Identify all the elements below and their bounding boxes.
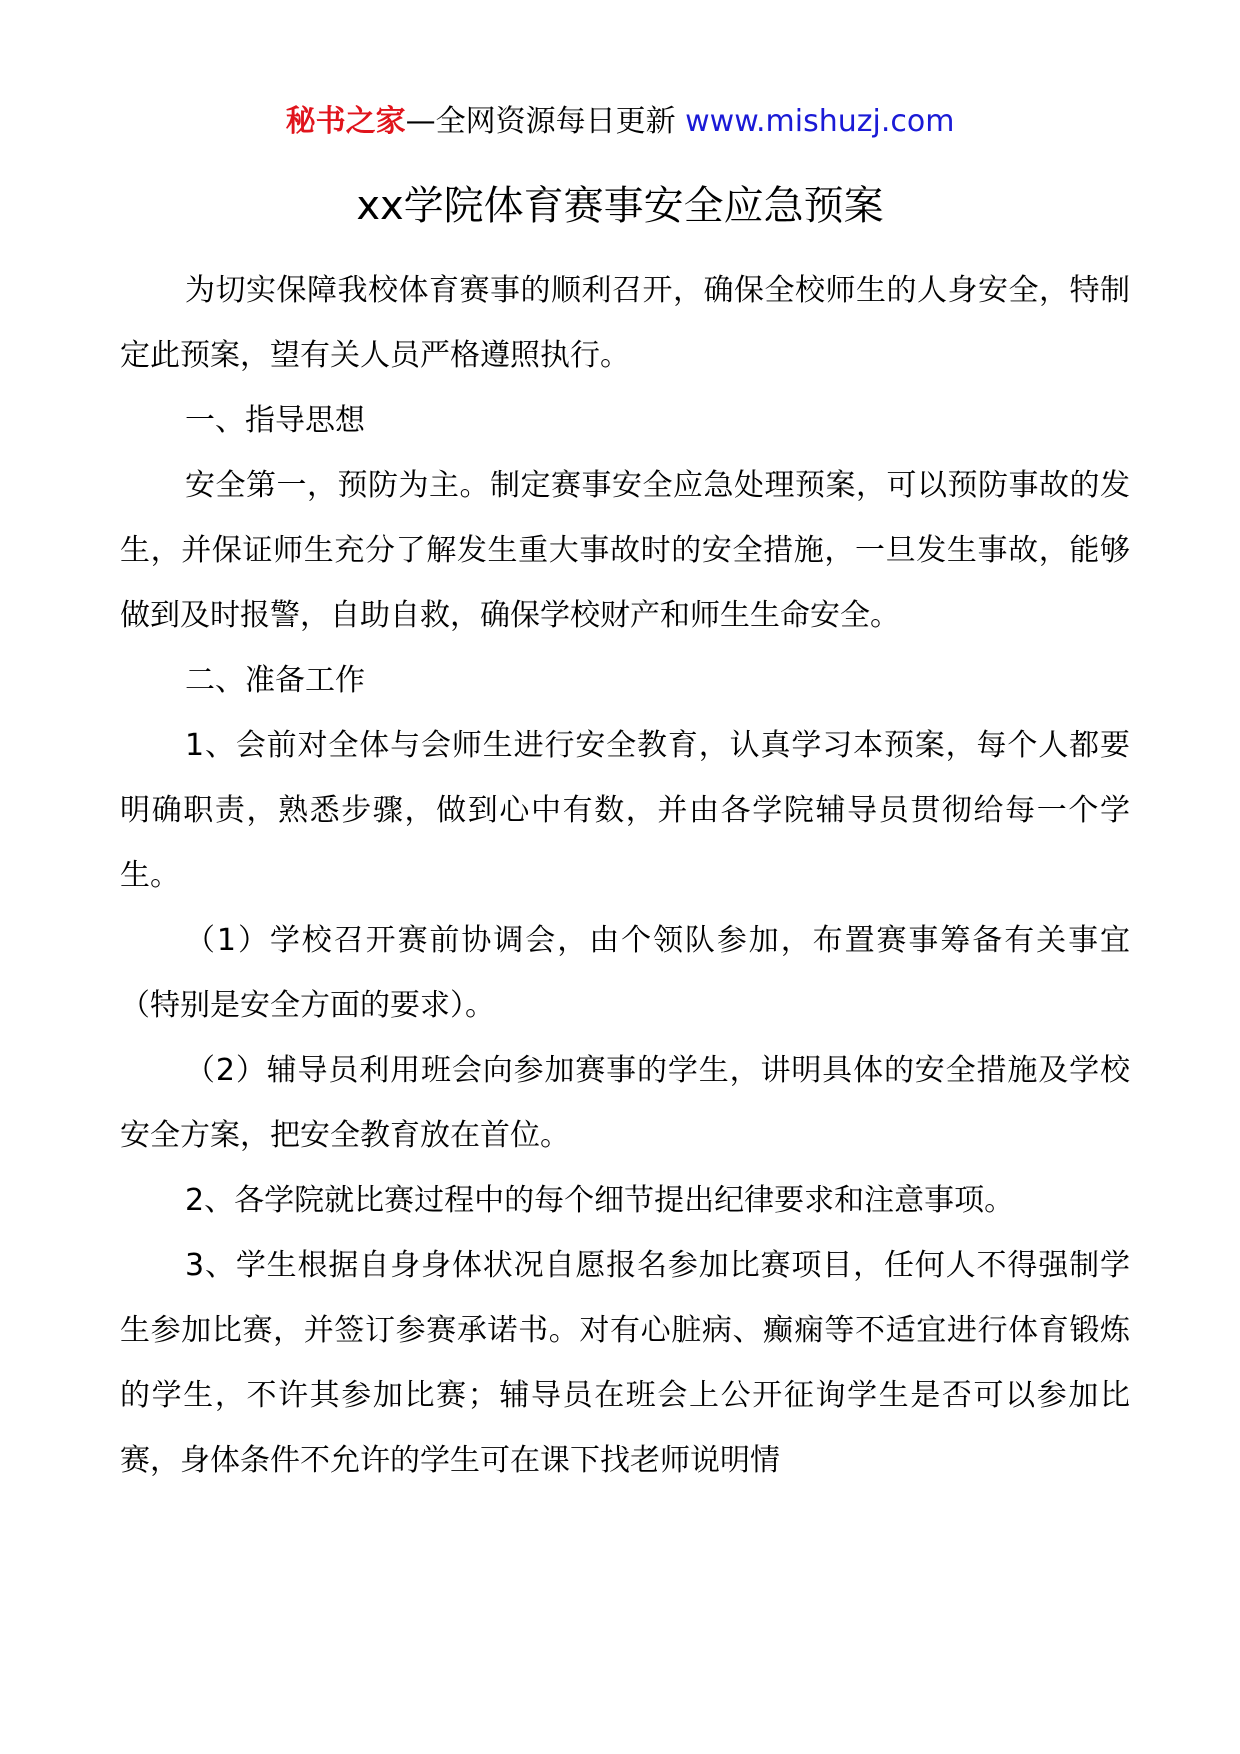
site-header (0, 100, 1240, 144)
paragraph-preparation-1-1: （1）学校召开赛前协调会，由个领队参加，布置赛事筹备有关事宜（特别是安全方面的要求）。 (120, 923, 1130, 1023)
paragraph-preparation-2: 2、各学院就比赛过程中的每个细节提出纪律要求和注意事项。 (185, 1183, 1015, 1218)
section-heading-preparation: 二、准备工作 (185, 663, 365, 698)
paragraph-preparation-1-2: （2）辅导员利用班会向参加赛事的学生，讲明具体的安全措施及学校安全方案，把安全教育放在首位。 (120, 1053, 1130, 1153)
document-title: xx学院体育赛事安全应急预案 (356, 183, 884, 229)
section-heading-guiding-ideology: 一、指导思想 (185, 403, 365, 438)
paragraph-preparation-1: 1、会前对全体与会师生进行安全教育，认真学习本预案，每个人都要明确职责，熟悉步骤，做到心中有数，并由各学院辅导员贯彻给每一个学生。 (120, 728, 1130, 893)
paragraph-guiding-ideology: 安全第一，预防为主。制定赛事安全应急处理预案，可以预防事故的发生，并保证师生充分了解发生重大事故时的安全措施，一旦发生事故，能够做到及时报警，自助自救，确保学校财产和师生生命安全。 (120, 468, 1130, 633)
site-url-link[interactable]: www.mishuzj.com (685, 104, 955, 139)
header-slogan: —全网资源每日更新 (405, 104, 676, 139)
paragraph-preparation-3: 3、学生根据自身身体状况自愿报名参加比赛项目，任何人不得强制学生参加比赛，并签订参赛承诺书。对有心脏病、癫痫等不适宜进行体育锻炼的学生，不许其参加比赛；辅导员在班会上公开征询学生是否可以参加比赛，身体条件不允许的学生可在课下找老师说明情 (120, 1248, 1130, 1478)
paragraph-intro: 为切实保障我校体育赛事的顺利召开，确保全校师生的人身安全，特制定此预案，望有关人员严格遵照执行。 (120, 273, 1130, 373)
brand-name: 秘书之家 (285, 104, 406, 139)
document-body (120, 258, 1130, 1493)
